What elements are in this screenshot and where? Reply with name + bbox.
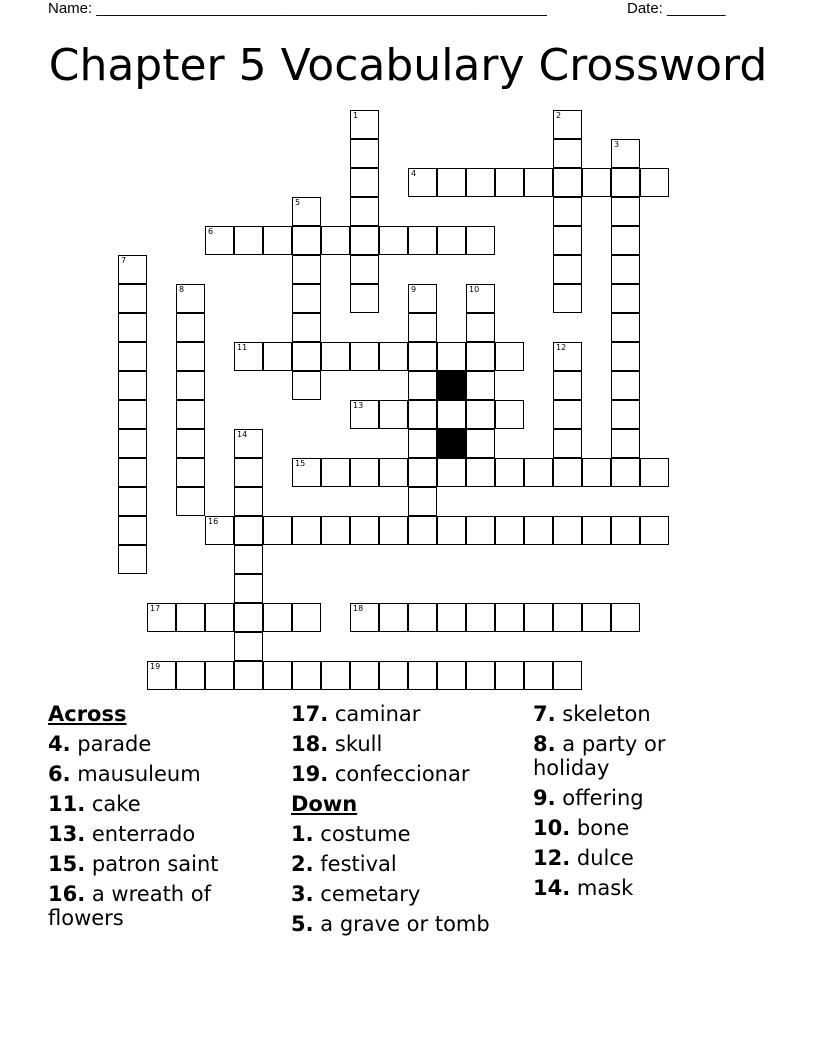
grid-cell[interactable]: [118, 458, 147, 487]
clue-number: 1.: [291, 822, 314, 846]
clue-number-label: 3: [614, 140, 620, 149]
grid-cell[interactable]: [553, 458, 582, 487]
grid-cell[interactable]: [176, 458, 205, 487]
grid-cell[interactable]: [553, 139, 582, 168]
grid-cell[interactable]: [611, 139, 640, 168]
clue-number: 8.: [533, 732, 556, 756]
date-field-label: Date: _______: [627, 0, 726, 17]
down-clue: [533, 732, 733, 780]
down-clue: [291, 882, 523, 906]
clue-number: 16.: [48, 882, 86, 906]
grid-cell[interactable]: [582, 458, 611, 487]
grid-cell[interactable]: [408, 516, 437, 545]
clue-number-label: 19: [150, 662, 161, 671]
grid-cell[interactable]: [234, 487, 263, 516]
clue-number-label: 1: [353, 111, 359, 120]
grid-cell[interactable]: [553, 255, 582, 284]
grid-cell[interactable]: [466, 661, 495, 690]
clue-number: 13.: [48, 822, 86, 846]
grid-cell[interactable]: [176, 400, 205, 429]
clue-number: 2.: [291, 852, 314, 876]
grid-cell[interactable]: [350, 661, 379, 690]
clue-text: confeccionar: [334, 762, 470, 786]
clue-number-label: 12: [556, 343, 567, 352]
grid-cell[interactable]: [640, 458, 669, 487]
grid-cell[interactable]: [524, 458, 553, 487]
down-clue: [533, 846, 733, 870]
clue-text: mask: [576, 876, 634, 900]
clue-number: 15.: [48, 852, 86, 876]
down-clue: [291, 852, 523, 876]
clue-number: 18.: [291, 732, 329, 756]
grid-cell[interactable]: [118, 400, 147, 429]
grid-cell[interactable]: [234, 458, 263, 487]
across-clue: [291, 732, 523, 756]
clue-number: 14.: [533, 876, 571, 900]
grid-cell[interactable]: [408, 168, 437, 197]
grid-cell[interactable]: [205, 516, 234, 545]
grid-cell[interactable]: [263, 603, 292, 632]
grid-cell[interactable]: [118, 487, 147, 516]
grid-cell[interactable]: [263, 516, 292, 545]
clue-text: cake: [91, 792, 141, 816]
grid-cell[interactable]: [379, 516, 408, 545]
grid-cell[interactable]: [466, 168, 495, 197]
across-clue: [48, 852, 280, 876]
grid-cell[interactable]: [408, 458, 437, 487]
grid-cell[interactable]: [379, 661, 408, 690]
grid-cell[interactable]: [408, 603, 437, 632]
down-clue: [533, 876, 733, 900]
clue-column-2: [291, 702, 523, 942]
clue-column-1: [48, 702, 280, 936]
grid-cell[interactable]: [118, 284, 147, 313]
grid-cell[interactable]: [321, 661, 350, 690]
grid-cell[interactable]: [176, 342, 205, 371]
grid-cell[interactable]: [495, 168, 524, 197]
grid-cell[interactable]: [350, 516, 379, 545]
grid-cell[interactable]: [263, 342, 292, 371]
clue-text: a wreath of flowers: [48, 882, 212, 930]
grid-cell[interactable]: [466, 458, 495, 487]
grid-cell[interactable]: [495, 603, 524, 632]
grid-cell[interactable]: [611, 226, 640, 255]
grid-cell[interactable]: [234, 661, 263, 690]
grid-cell[interactable]: [321, 226, 350, 255]
grid-cell[interactable]: [466, 371, 495, 400]
grid-cell[interactable]: [292, 313, 321, 342]
grid-cell[interactable]: [408, 661, 437, 690]
grid-cell[interactable]: [466, 603, 495, 632]
grid-cell[interactable]: [234, 429, 263, 458]
grid-cell[interactable]: [234, 545, 263, 574]
grid-cell[interactable]: [292, 661, 321, 690]
clue-number-label: 8: [179, 285, 185, 294]
grid-cell[interactable]: [408, 371, 437, 400]
across-clue: [48, 882, 280, 930]
grid-cell-black: [437, 429, 466, 458]
grid-cell[interactable]: [118, 342, 147, 371]
grid-cell[interactable]: [611, 400, 640, 429]
down-clue: [533, 816, 733, 840]
grid-cell[interactable]: [234, 574, 263, 603]
grid-cell[interactable]: [234, 516, 263, 545]
clue-number-label: 14: [237, 430, 248, 439]
grid-cell[interactable]: [524, 661, 553, 690]
grid-cell[interactable]: [118, 516, 147, 545]
clue-number: 6.: [48, 762, 71, 786]
grid-cell[interactable]: [408, 284, 437, 313]
across-clue: [291, 762, 523, 786]
grid-cell[interactable]: [466, 342, 495, 371]
grid-cell[interactable]: [350, 342, 379, 371]
grid-cell[interactable]: [553, 429, 582, 458]
grid-cell[interactable]: [292, 603, 321, 632]
grid-cell[interactable]: [495, 342, 524, 371]
grid-cell[interactable]: [292, 458, 321, 487]
clue-number-label: 18: [353, 604, 364, 613]
grid-cell[interactable]: [466, 429, 495, 458]
clue-text: enterrado: [91, 822, 196, 846]
grid-cell[interactable]: [118, 429, 147, 458]
grid-cell[interactable]: [292, 226, 321, 255]
grid-cell[interactable]: [408, 429, 437, 458]
down-clue: [533, 702, 733, 726]
clue-text: festival: [320, 852, 397, 876]
grid-cell[interactable]: [205, 603, 234, 632]
grid-cell[interactable]: [350, 603, 379, 632]
grid-cell[interactable]: [234, 603, 263, 632]
clue-text: skull: [334, 732, 383, 756]
grid-cell[interactable]: [437, 226, 466, 255]
grid-cell[interactable]: [437, 661, 466, 690]
grid-cell[interactable]: [292, 371, 321, 400]
grid-cell[interactable]: [321, 342, 350, 371]
clue-number-label: 17: [150, 604, 161, 613]
clue-number-label: 7: [121, 256, 127, 265]
grid-cell[interactable]: [466, 313, 495, 342]
grid-cell[interactable]: [495, 400, 524, 429]
grid-cell[interactable]: [350, 139, 379, 168]
grid-cell[interactable]: [553, 226, 582, 255]
clue-text: dulce: [576, 846, 634, 870]
grid-cell[interactable]: [640, 168, 669, 197]
grid-cell[interactable]: [350, 255, 379, 284]
grid-cell[interactable]: [553, 516, 582, 545]
down-heading: Down: [291, 792, 358, 816]
clue-number: 5.: [291, 912, 314, 936]
grid-cell[interactable]: [437, 400, 466, 429]
grid-cell[interactable]: [350, 226, 379, 255]
grid-cell[interactable]: [147, 661, 176, 690]
grid-cell[interactable]: [176, 661, 205, 690]
grid-cell[interactable]: [321, 458, 350, 487]
grid-cell[interactable]: [611, 284, 640, 313]
grid-cell[interactable]: [582, 168, 611, 197]
grid-cell[interactable]: [350, 284, 379, 313]
grid-cell[interactable]: [437, 516, 466, 545]
clue-number-label: 4: [411, 169, 417, 178]
clue-text: cemetary: [320, 882, 421, 906]
grid-cell[interactable]: [553, 371, 582, 400]
across-heading: Across: [48, 702, 127, 726]
clue-number-label: 15: [295, 459, 306, 468]
grid-cell[interactable]: [466, 516, 495, 545]
grid-cell[interactable]: [495, 516, 524, 545]
grid-cell[interactable]: [379, 342, 408, 371]
across-clue: [48, 762, 280, 786]
clue-number: 3.: [291, 882, 314, 906]
grid-cell[interactable]: [379, 400, 408, 429]
grid-cell[interactable]: [292, 197, 321, 226]
grid-cell[interactable]: [176, 429, 205, 458]
grid-cell[interactable]: [437, 342, 466, 371]
grid-cell[interactable]: [118, 255, 147, 284]
grid-cell[interactable]: [640, 516, 669, 545]
grid-cell[interactable]: [176, 603, 205, 632]
grid-cell[interactable]: [611, 603, 640, 632]
grid-cell[interactable]: [553, 168, 582, 197]
across-clue: [291, 702, 523, 726]
clue-number-label: 16: [208, 517, 219, 526]
grid-cell[interactable]: [234, 632, 263, 661]
grid-cell[interactable]: [553, 603, 582, 632]
clue-text: costume: [320, 822, 411, 846]
grid-cell[interactable]: [437, 603, 466, 632]
name-field-label: Name: ______________________________________________________: [48, 0, 547, 17]
clue-text: skeleton: [562, 702, 651, 726]
grid-cell[interactable]: [234, 342, 263, 371]
grid-cell[interactable]: [553, 284, 582, 313]
clue-number-label: 9: [411, 285, 417, 294]
grid-cell[interactable]: [118, 313, 147, 342]
grid-cell[interactable]: [553, 197, 582, 226]
grid-cell[interactable]: [205, 661, 234, 690]
grid-cell[interactable]: [118, 545, 147, 574]
grid-cell[interactable]: [611, 516, 640, 545]
clue-number-label: 6: [208, 227, 214, 236]
clue-number: 11.: [48, 792, 86, 816]
grid-cell[interactable]: [350, 168, 379, 197]
grid-cell[interactable]: [263, 226, 292, 255]
clue-number-label: 5: [295, 198, 301, 207]
clue-text: a party or holiday: [533, 732, 666, 780]
grid-cell[interactable]: [176, 371, 205, 400]
grid-cell[interactable]: [292, 516, 321, 545]
grid-cell[interactable]: [176, 284, 205, 313]
clue-text: patron saint: [91, 852, 219, 876]
down-clue: [291, 912, 523, 936]
grid-cell[interactable]: [408, 487, 437, 516]
clue-number-label: 11: [237, 343, 248, 352]
grid-cell[interactable]: [292, 255, 321, 284]
clue-text: a grave or tomb: [320, 912, 490, 936]
grid-cell[interactable]: [408, 226, 437, 255]
grid-cell[interactable]: [466, 400, 495, 429]
grid-cell[interactable]: [379, 603, 408, 632]
across-clue: [48, 822, 280, 846]
grid-cell[interactable]: [611, 313, 640, 342]
grid-cell[interactable]: [495, 458, 524, 487]
clue-number: 10.: [533, 816, 571, 840]
grid-cell[interactable]: [611, 255, 640, 284]
grid-cell[interactable]: [611, 429, 640, 458]
clue-text: parade: [77, 732, 152, 756]
clue-number: 4.: [48, 732, 71, 756]
grid-cell[interactable]: [611, 458, 640, 487]
grid-cell[interactable]: [553, 661, 582, 690]
clue-text: offering: [562, 786, 644, 810]
grid-cell[interactable]: [553, 400, 582, 429]
grid-cell[interactable]: [466, 226, 495, 255]
grid-cell[interactable]: [408, 400, 437, 429]
grid-cell[interactable]: [408, 313, 437, 342]
grid-cell[interactable]: [408, 342, 437, 371]
grid-cell[interactable]: [437, 458, 466, 487]
grid-cell[interactable]: [466, 284, 495, 313]
clue-number: 12.: [533, 846, 571, 870]
grid-cell[interactable]: [176, 487, 205, 516]
clue-text: bone: [576, 816, 630, 840]
clue-number-label: 10: [469, 285, 480, 294]
grid-cell[interactable]: [350, 110, 379, 139]
grid-cell[interactable]: [292, 284, 321, 313]
clue-number: 9.: [533, 786, 556, 810]
grid-cell[interactable]: [553, 110, 582, 139]
grid-cell[interactable]: [350, 197, 379, 226]
grid-cell[interactable]: [205, 226, 234, 255]
grid-cell[interactable]: [321, 516, 350, 545]
grid-cell[interactable]: [437, 168, 466, 197]
clue-number: 19.: [291, 762, 329, 786]
page-title: Chapter 5 Vocabulary Crossword: [48, 40, 768, 91]
grid-cell[interactable]: [176, 313, 205, 342]
grid-cell[interactable]: [350, 458, 379, 487]
down-clue: [291, 822, 523, 846]
across-clue: [48, 732, 280, 756]
clue-number: 7.: [533, 702, 556, 726]
grid-cell[interactable]: [611, 197, 640, 226]
grid-cell[interactable]: [234, 226, 263, 255]
grid-cell[interactable]: [379, 226, 408, 255]
grid-cell[interactable]: [350, 400, 379, 429]
across-clue: [48, 792, 280, 816]
grid-cell[interactable]: [495, 661, 524, 690]
grid-cell[interactable]: [611, 371, 640, 400]
grid-cell[interactable]: [611, 168, 640, 197]
clue-text: mausuleum: [77, 762, 201, 786]
grid-cell[interactable]: [292, 342, 321, 371]
grid-cell[interactable]: [379, 458, 408, 487]
grid-cell[interactable]: [553, 342, 582, 371]
grid-cell[interactable]: [263, 661, 292, 690]
clue-number: 17.: [291, 702, 329, 726]
grid-cell[interactable]: [611, 342, 640, 371]
grid-cell[interactable]: [524, 168, 553, 197]
clue-number-label: 2: [556, 111, 562, 120]
down-clue: [533, 786, 733, 810]
clue-text: caminar: [334, 702, 421, 726]
grid-cell[interactable]: [524, 603, 553, 632]
grid-cell[interactable]: [147, 603, 176, 632]
grid-cell[interactable]: [582, 603, 611, 632]
grid-cell[interactable]: [582, 516, 611, 545]
clue-number-label: 13: [353, 401, 364, 410]
grid-cell[interactable]: [524, 516, 553, 545]
clue-column-3: [533, 702, 733, 906]
grid-cell[interactable]: [118, 371, 147, 400]
grid-cell-black: [437, 371, 466, 400]
